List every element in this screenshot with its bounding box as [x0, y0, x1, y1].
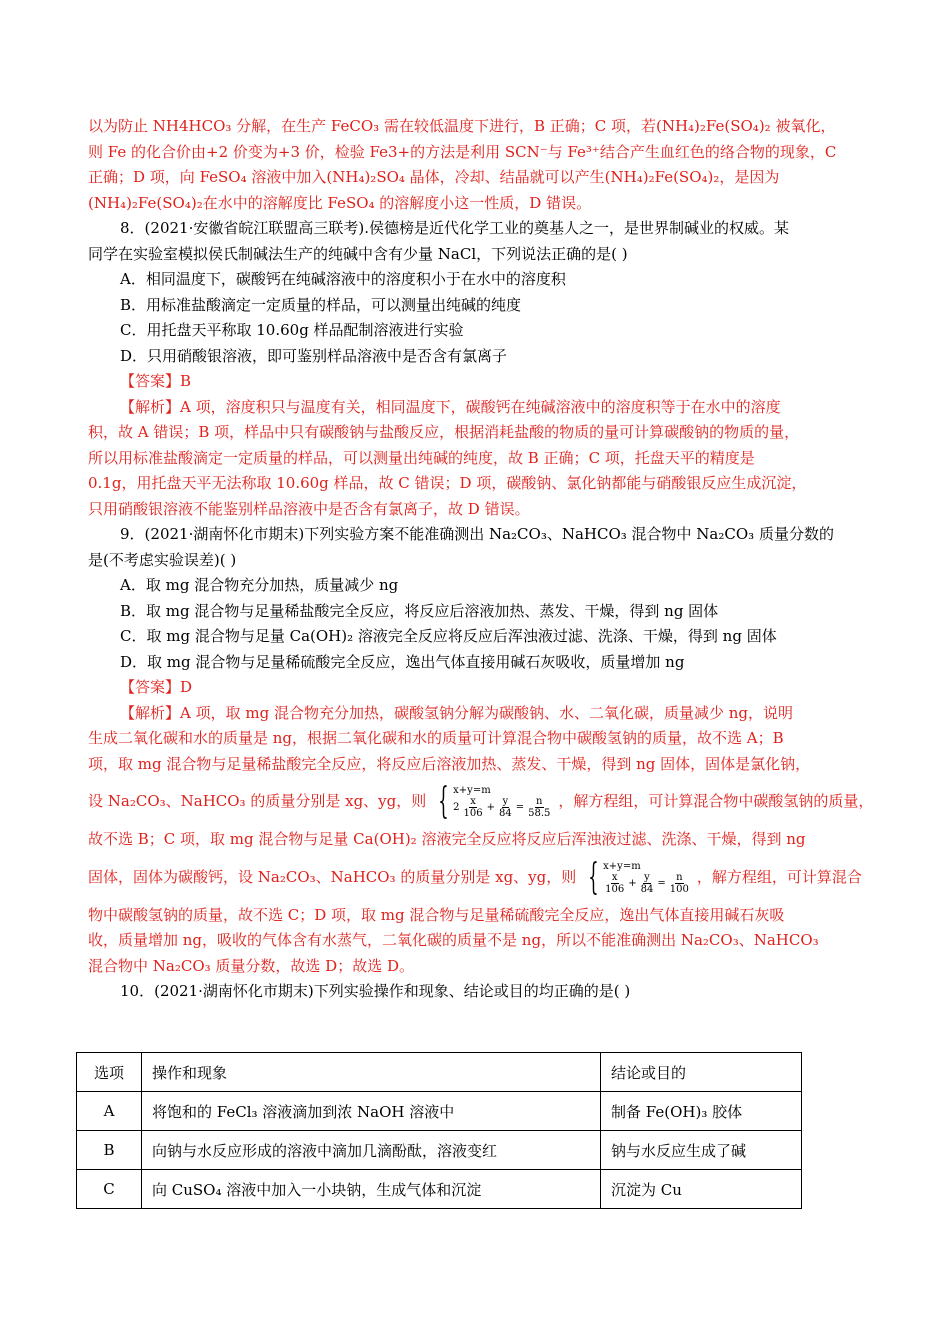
- text-line: 只用硝酸银溶液不能鉴别样品溶液中是否含有氯离子，故 D 错误。: [88, 499, 530, 518]
- question-10: [88, 979, 868, 1005]
- denominator: 84: [640, 883, 654, 895]
- explanation: [88, 395, 868, 523]
- table-cell: 向 CuSO₄ 溶液中加入一小块钠，生成气体和沉淀: [142, 1170, 601, 1209]
- explanation: [88, 701, 874, 980]
- numerator: x: [611, 871, 618, 883]
- numerator: n: [676, 871, 683, 883]
- option-a: A．相同温度下，碳酸钙在纯碱溶液中的溶度积小于在水中的溶度积: [120, 270, 566, 288]
- question-stem: 是(不考虑实验误差)( ): [88, 550, 237, 569]
- table-cell: B: [77, 1131, 142, 1170]
- equation-line: [88, 853, 868, 903]
- text-line: 收，质量增加 ng，吸收的气体含有水蒸气，二氧化碳的质量不是 ng，所以不能准确测出 Na₂CO₃、NaHCO₃: [88, 931, 819, 949]
- option-b: B．取 mg 混合物与足量稀盐酸完全反应，将反应后溶液加热、蒸发、干燥，得到 ng 固体: [120, 601, 719, 620]
- brace-icon: {: [588, 856, 599, 898]
- question-stem: 9．(2021·湖南怀化市期末)下列实验方案不能准确测出 Na₂CO₃、NaHCO₃ 混合物中 Na₂CO₃ 质量分数的: [120, 525, 834, 543]
- option-d: D．只用硝酸银溶液，即可鉴别样品溶液中是否含有氯离子: [120, 346, 508, 365]
- text-line: 项，取 mg 混合物与足量稀盐酸完全反应，将反应后溶液加热、蒸发、干燥，得到 ng 固体，固体是氯化钠，: [88, 754, 811, 773]
- document-body: [88, 114, 874, 1005]
- question-stem: 10．(2021·湖南怀化市期末)下列实验操作和现象、结论或目的均正确的是( ): [120, 982, 631, 1000]
- table-row: [77, 1092, 802, 1131]
- equation-top: x+y=m: [453, 785, 491, 796]
- table-header-cell: 结论或目的: [601, 1053, 802, 1092]
- option-c: C．用托盘天平称取 10.60g 样品配制溶液进行实验: [120, 321, 464, 339]
- denominator: 84: [499, 808, 512, 819]
- table-cell: 制备 Fe(OH)₃ 胶体: [601, 1092, 802, 1131]
- text-line: 【解析】A 项，取 mg 混合物充分加热，碳酸氢钠分解为碳酸钠、水、二氧化碳，质量减少 ng，说明: [120, 703, 793, 722]
- option-b: B．用标准盐酸滴定一定质量的样品，可以测量出纯碱的纯度: [120, 295, 522, 314]
- denominator: 106: [605, 883, 625, 895]
- denominator: 58.5: [528, 808, 551, 819]
- table-cell: 将饱和的 FeCl₃ 溶液滴加到浓 NaOH 溶液中: [142, 1092, 601, 1131]
- question-stem: 同学在实验室模拟侯氏制碱法生产的纯碱中含有少量 NaCl，下列说法正确的是( ): [88, 244, 628, 263]
- table-header-cell: 选项: [77, 1053, 142, 1092]
- answer: 【答案】B: [120, 372, 192, 390]
- table-cell: 钠与水反应生成了碱: [601, 1131, 802, 1170]
- numerator: x: [470, 796, 476, 807]
- text-segment: ，解方程组，可计算混合物中碳酸氢钠的质量，: [558, 792, 874, 811]
- text-line: 混合物中 Na₂CO₃ 质量分数，故选 D；故选 D。: [88, 956, 414, 975]
- table-cell: C: [77, 1170, 142, 1209]
- coefficient: 2: [453, 802, 460, 813]
- text-segment: 固体，固体为碳酸钙，设 Na₂CO₃、NaHCO₃ 的质量分别是 xg、yg，则: [88, 867, 577, 886]
- text-line: 以为防止 NH4HCO₃ 分解，在生产 FeCO₃ 需在较低温度下进行，B 正确；C 项，若(NH₄)₂Fe(SO₄)₂ 被氧化，: [88, 117, 836, 135]
- brace-icon: {: [438, 781, 449, 822]
- equation-top: x+y=m: [603, 860, 641, 872]
- table-row: [77, 1131, 802, 1170]
- table-cell: 向钠与水反应形成的溶液中滴加几滴酚酞，溶液变红: [142, 1131, 601, 1170]
- text-line: 所以用标准盐酸滴定一定质量的样品，可以测量出纯碱的纯度，故 B 正确；C 项，托盘天平的精度是: [88, 448, 755, 467]
- numerator: n: [536, 796, 543, 807]
- previous-explanation: [88, 114, 868, 216]
- table-header-cell: 操作和现象: [142, 1053, 601, 1092]
- options-table: [76, 1052, 802, 1209]
- text-line: 正确；D 项，向 FeSO₄ 溶液中加入(NH₄)₂SO₄ 晶体，冷却、结晶就可以产生(NH₄)₂Fe(SO₄)₂，是因为: [88, 168, 780, 186]
- question-9: [88, 522, 874, 979]
- question-8: [88, 216, 868, 522]
- denominator: 100: [669, 883, 689, 895]
- table-row: [77, 1170, 802, 1209]
- answer: 【答案】D: [120, 678, 193, 696]
- text-line: (NH₄)₂Fe(SO₄)₂在水中的溶解度比 FeSO₄ 的溶解度小这一性质，D 错误。: [88, 193, 592, 212]
- equation-line: [88, 777, 874, 827]
- equation-system: { x+y=m $\frac{x}{106}$ + $\frac{y}{84}$ = $\frac{n}{100}$: [588, 856, 689, 898]
- question-stem: 8．(2021·安徽省皖江联盟高三联考).侯德榜是近代化学工业的奠基人之一，是世界制碱业的权威。某: [120, 219, 789, 237]
- table-cell: A: [77, 1092, 142, 1131]
- text-line: 【解析】A 项，溶度积只与温度有关，相同温度下，碳酸钙在纯碱溶液中的溶度积等于在水中的溶度: [120, 397, 781, 416]
- option-a: A．取 mg 混合物充分加热，质量减少 ng: [120, 576, 399, 594]
- option-c: C．取 mg 混合物与足量 Ca(OH)₂ 溶液完全反应将反应后浑浊液过滤、洗涤、干燥，得到 ng 固体: [120, 627, 777, 645]
- equation-system: { x+y=m 2 $\frac{x}{106}$ + $\frac{y}{84}$ = $\frac{n}{58.5}$: [438, 781, 551, 822]
- text-line: 生成二氧化碳和水的质量是 ng，根据二氧化碳和水的质量可计算混合物中碳酸氢钠的质量，故不选 A；B: [88, 729, 784, 747]
- denominator: 106: [463, 808, 483, 819]
- text-line: 0.1g，用托盘天平无法称取 10.60g 样品，故 C 错误；D 项，碳酸钠、氯化钠都能与硝酸银反应生成沉淀，: [88, 474, 807, 492]
- text-line: 故不选 B；C 项，取 mg 混合物与足量 Ca(OH)₂ 溶液完全反应将反应后浑浊液过滤、洗涤、干燥，得到 ng: [88, 830, 806, 848]
- table-cell: 沉淀为 Cu: [601, 1170, 802, 1209]
- table-header-row: [77, 1053, 802, 1092]
- numerator: y: [644, 871, 650, 883]
- text-line: 则 Fe 的化合价由+2 价变为+3 价，检验 Fe3+的方法是利用 SCN⁻与 Fe³⁺结合产生血红色的络合物的现象，C: [88, 142, 837, 161]
- text-segment: 设 Na₂CO₃、NaHCO₃ 的质量分别是 xg、yg，则: [88, 792, 427, 811]
- numerator: y: [502, 796, 509, 807]
- text-line: 积，故 A 错误；B 项，样品中只有碳酸钠与盐酸反应，根据消耗盐酸的物质的量可计算碳酸钠的物质的量，: [88, 423, 800, 441]
- option-d: D．取 mg 混合物与足量稀硫酸完全反应，逸出气体直接用碱石灰吸收，质量增加 ng: [120, 652, 685, 671]
- text-line: 物中碳酸氢钠的质量，故不选 C；D 项，取 mg 混合物与足量稀硫酸完全反应，逸出气体直接用碱石灰吸: [88, 905, 785, 924]
- text-segment: ，解方程组，可计算混合: [696, 867, 862, 886]
